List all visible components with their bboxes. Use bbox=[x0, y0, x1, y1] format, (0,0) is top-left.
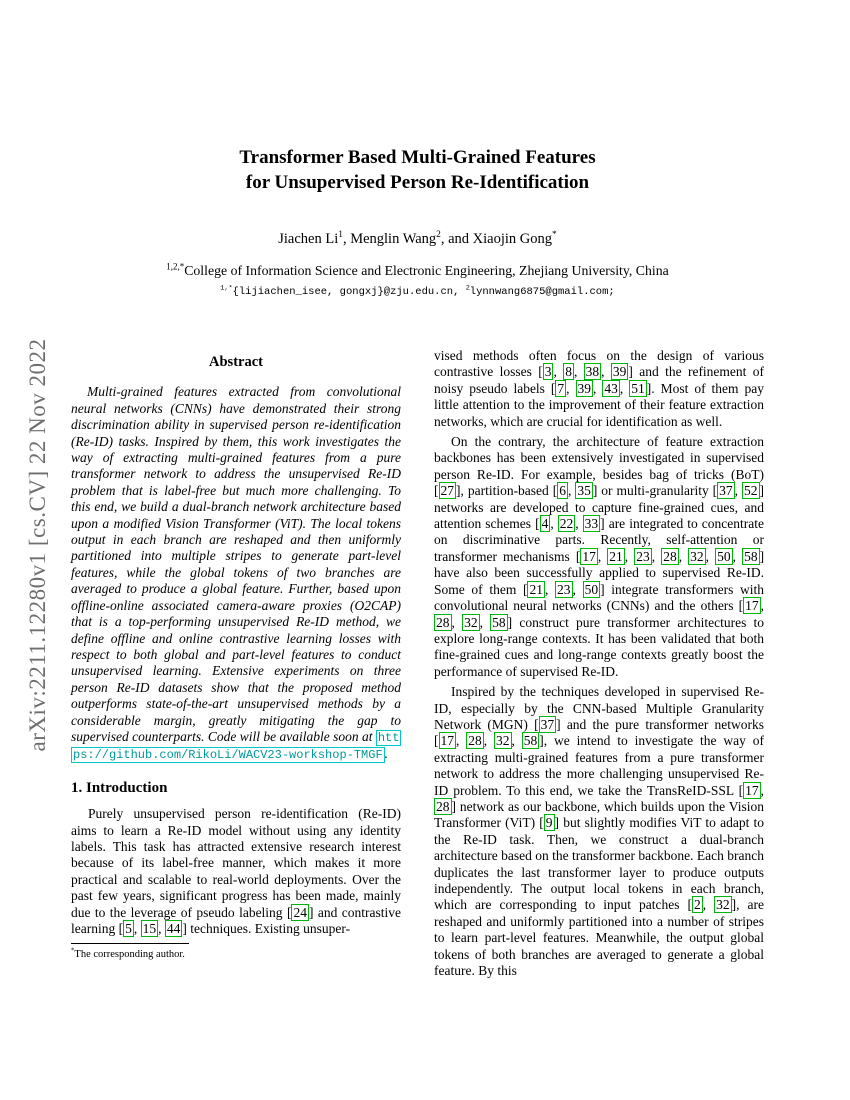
paragraph: Purely unsupervised person re-identification (Re-ID) aims to learn a Re-ID model without using any identity labels. This task has attracted extensive research interest because of its label-free manner, which makes it more practical and scalable to real-world deployments. Over the past few years, significant progress has been made, mainly due to the leverage of pseudo labeling [ 24 ] and contrastive learning [ 5 , 15 , 44 ] techniques. Existing unsuper- bbox=[71, 806, 401, 936]
footnote-marker: * bbox=[71, 947, 75, 955]
text-segment: College of Information Science and Electronic Engineering, Zhejiang University, China bbox=[184, 263, 669, 278]
citation-ref[interactable]: 51 bbox=[631, 380, 645, 396]
citation-ref[interactable]: 28 bbox=[663, 548, 677, 564]
paper-content bbox=[71, 0, 764, 983]
affiliation-line bbox=[71, 263, 764, 279]
superscript-mark: * bbox=[552, 230, 557, 241]
citation-ref[interactable]: 39 bbox=[577, 380, 592, 396]
citation-ref[interactable]: 50 bbox=[584, 581, 599, 597]
arxiv-stamp: arXiv:2211.12280v1 [cs.CV] 22 Nov 2022 bbox=[25, 338, 50, 752]
citation-ref[interactable]: 22 bbox=[559, 516, 574, 532]
footnote bbox=[71, 943, 401, 961]
footnote-body: The corresponding author. bbox=[74, 949, 185, 961]
superscript-mark: 2 bbox=[436, 230, 441, 241]
two-column-body bbox=[71, 348, 764, 983]
citation-ref[interactable]: 27 bbox=[440, 483, 454, 499]
superscript-mark: 1,* bbox=[220, 284, 233, 293]
citation-ref[interactable]: 2 bbox=[694, 897, 701, 913]
footnote-rule bbox=[71, 943, 189, 944]
text-segment: lynnwang6875@gmail.com; bbox=[469, 286, 615, 298]
citation-ref[interactable]: 8 bbox=[565, 364, 572, 380]
superscript-mark: 1,2,* bbox=[166, 261, 185, 272]
abstract-paragraph: Multi-grained features extracted from convolutional neural networks (CNNs) have demonstrated their strong discrimination ability in supervised person re-identification (Re-ID) tasks. Inspired by them, this work investigates the way of extracting multi-grained features from a pure transformer network to address the unsupervised Re-ID problem that is label-free but much more challenging. To this end, we build a dual-branch network architecture based upon a modified Vision Transformer (ViT). The local tokens output in each branch are reshaped and then uniformly partitioned into multiple stripes to generate part-level features, while the global tokens of two branches are averaged to produce a global feature. Further, based upon offline-online associated camera-aware proxies (O2CAP) that is a top-performing unsupervised Re-ID method, we define offline and online contrastive learning losses with respect to both global and part-level features to conduct unsupervised learning. Extensive experiments on three person Re-ID datasets show that the proposed method outperforms state-of-the-art unsupervised methods by a considerable margin, greatly mitigating the gap to supervised counterparts. Code will be available soon at https://github.com/RikoLi/WACV23-workshop-TMGF . bbox=[71, 384, 401, 763]
citation-ref[interactable]: 17 bbox=[582, 548, 596, 564]
superscript-mark: 1 bbox=[338, 230, 343, 241]
paragraph: On the contrary, the architecture of feature extraction backbones has been extensively investigated in supervised person Re-ID. For example, besides bag of tricks (BoT) [ 27 ], partition-based [ 6 , 35 ] or multi-granularity [ 37 , 52 ] networks are developed to capture fine-grained cues, and attention schemes [ 4 , 22 , 33 ] are integrated to concentrate on discriminative parts. Recently, self-attention or transformer mechanisms [ 17 , 21 , 23 , 28 , 32 , 50 , 58 ] have also been successfully applied to supervised Re-ID. Some of them [ 21 , 23 , 50 ] integrate transformers with convolutional neural networks (CNNs) and the others [ 17 , 28 , 32 , 58 ] construct pure transformer architectures to explore long-range contexts. It has been validated that both fine-grained cues and long-range contexts greatly boost the performance of supervised Re-ID. bbox=[434, 434, 765, 679]
citation-ref[interactable]: 50 bbox=[717, 548, 731, 564]
citation-ref[interactable]: 43 bbox=[604, 380, 618, 396]
intro-paragraphs bbox=[71, 806, 401, 937]
superscript-mark: 2 bbox=[465, 284, 470, 293]
citation-ref[interactable]: 58 bbox=[492, 614, 506, 630]
left-column bbox=[71, 348, 401, 983]
code-url-link[interactable]: https://github.com/RikoLi/WACV23-workshop-TMGF bbox=[73, 730, 400, 763]
citation-ref[interactable]: 38 bbox=[585, 364, 600, 380]
authors-line bbox=[71, 231, 764, 248]
citation-ref[interactable]: 17 bbox=[745, 598, 759, 614]
citation-ref[interactable]: 3 bbox=[544, 364, 552, 380]
citation-ref[interactable]: 33 bbox=[584, 516, 599, 532]
paper-title bbox=[71, 145, 764, 195]
paragraph: Inspired by the techniques developed in supervised Re-ID, especially by the CNN-based Multiple Granularity Network (MGN) [ 37 ] and the pure transformer networks [ 17 , 28 , 32 , 58 ], we intend to investigate the way of extracting multi-grained features from a pure transformer network to address the more challenging unsupervised Re-ID problem. To this end, we take the TransReID-SSL [ 17 , 28 ] network as our backbone, which builds upon the Vision Transformer (ViT) [ 9 ] but slightly modifies ViT to adapt to the Re-ID task. Then, we construct a dual-branch architecture based on the transformer backbone. Each branch duplicates the last transformer layer to produce outputs independently. The output local tokens in each branch, which are corresponding to input patches [ 2 , 32 ], are reshaped and uniformly partitioned into a number of stripes to learn part-level features. Meanwhile, the output global tokens of both branches are averaged to generate a global feature. By this bbox=[434, 684, 765, 979]
citation-ref[interactable]: 32 bbox=[496, 733, 510, 749]
right-column bbox=[434, 348, 764, 983]
citation-ref[interactable]: 39 bbox=[612, 364, 627, 380]
paragraph: vised methods often focus on the design of various contrastive losses [ 3 , 8 , 38 , 39 ] and the refinement of noisy pseudo labels [ 7 , 39 , 43 , 51 ]. Most of them pay little attention to the improvement of their feature extraction networks, which are crucial for identification as well. bbox=[434, 348, 765, 429]
text-segment: , and Xiaojin Gong bbox=[440, 231, 553, 247]
citation-ref[interactable]: 24 bbox=[293, 904, 307, 920]
citation-ref[interactable]: 37 bbox=[540, 716, 555, 732]
citation-ref[interactable]: 7 bbox=[557, 380, 565, 396]
citation-ref[interactable]: 6 bbox=[559, 483, 567, 499]
citation-ref[interactable]: 5 bbox=[125, 921, 132, 936]
citation-ref[interactable]: 21 bbox=[529, 581, 543, 597]
citation-ref[interactable]: 32 bbox=[464, 614, 478, 630]
citation-ref[interactable]: 58 bbox=[744, 548, 758, 564]
emails-line bbox=[71, 286, 764, 298]
citation-ref[interactable]: 28 bbox=[436, 798, 450, 814]
citation-ref[interactable]: 44 bbox=[166, 921, 181, 936]
right-paragraphs bbox=[434, 348, 764, 979]
citation-ref[interactable]: 9 bbox=[545, 815, 553, 831]
paper-title-line2: for Unsupervised Person Re-Identification bbox=[245, 172, 590, 193]
paper-header bbox=[71, 145, 764, 298]
abstract-heading: Abstract bbox=[209, 354, 263, 370]
citation-ref[interactable]: 23 bbox=[557, 581, 571, 597]
citation-ref[interactable]: 28 bbox=[436, 614, 450, 630]
text-segment: Jiachen Li bbox=[278, 231, 339, 247]
footnote-text bbox=[71, 948, 401, 961]
text-segment: {lijiachen_isee, gongxj}@zju.edu.cn, bbox=[232, 286, 466, 298]
citation-ref[interactable]: 17 bbox=[440, 733, 454, 749]
citation-ref[interactable]: 21 bbox=[609, 548, 623, 564]
citation-ref[interactable]: 15 bbox=[142, 921, 157, 936]
citation-ref[interactable]: 32 bbox=[716, 897, 730, 913]
paper-title-line1: Transformer Based Multi-Grained Features bbox=[239, 147, 596, 168]
citation-ref[interactable]: 23 bbox=[636, 548, 650, 564]
section-heading-introduction: 1. Introduction bbox=[71, 779, 168, 796]
citation-ref[interactable]: 17 bbox=[745, 782, 759, 798]
citation-ref[interactable]: 52 bbox=[744, 483, 758, 499]
text-segment: , Menglin Wang bbox=[342, 231, 437, 247]
citation-ref[interactable]: 35 bbox=[577, 483, 591, 499]
citation-ref[interactable]: 28 bbox=[468, 733, 482, 749]
citation-ref[interactable]: 4 bbox=[541, 516, 549, 532]
citation-ref[interactable]: 37 bbox=[719, 483, 733, 499]
citation-ref[interactable]: 58 bbox=[523, 733, 538, 749]
citation-ref[interactable]: 32 bbox=[690, 548, 704, 564]
